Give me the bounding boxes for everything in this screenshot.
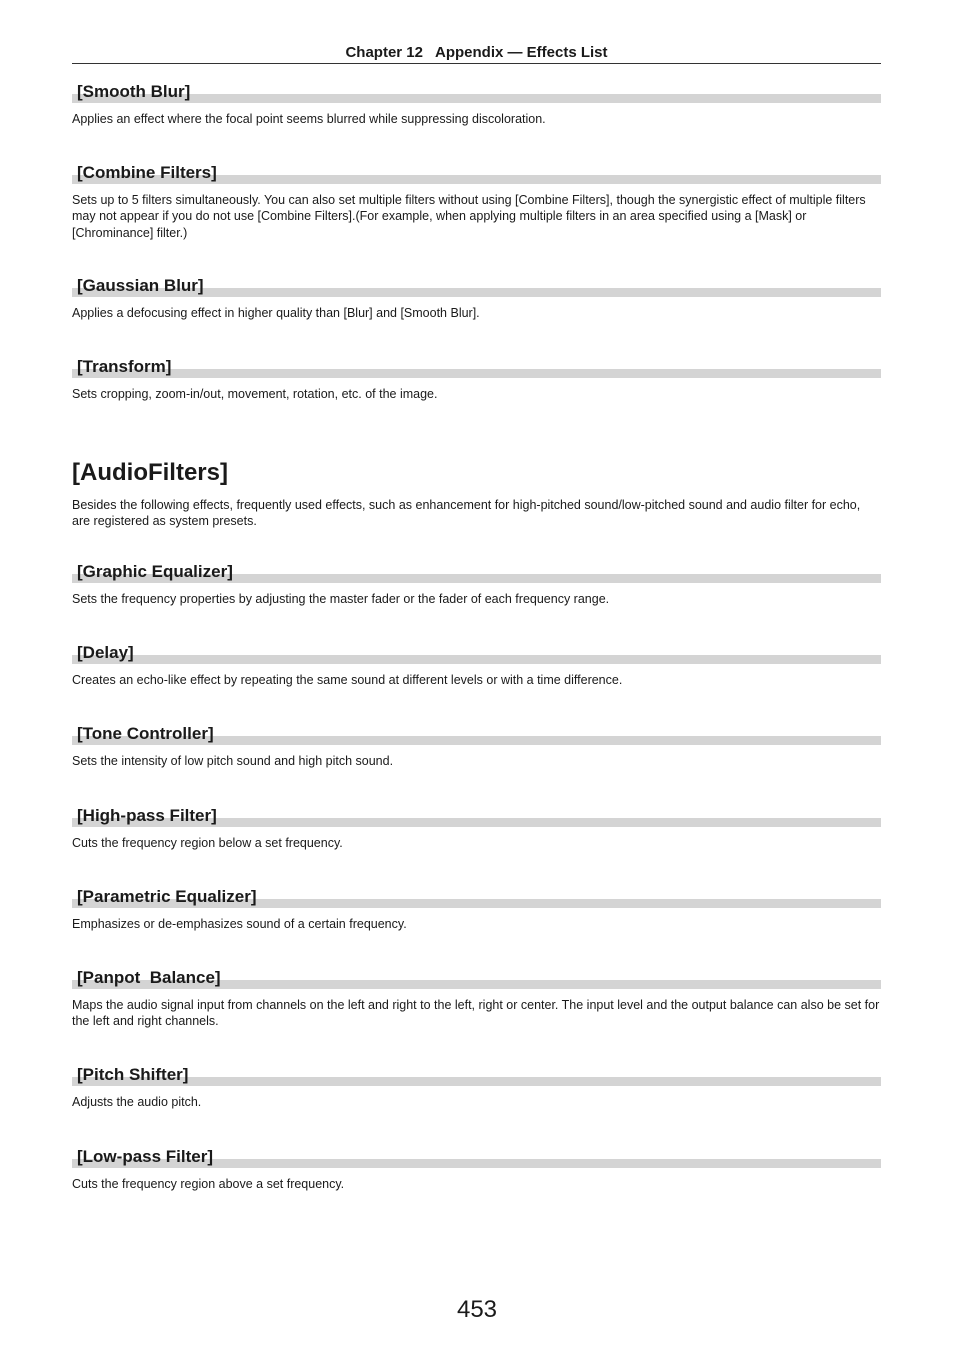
section-title: [Smooth Blur] xyxy=(77,82,191,101)
section-title: [High-pass Filter] xyxy=(77,806,217,825)
section-body: Emphasizes or de-emphasizes sound of a certain frequency. xyxy=(72,917,407,931)
chapter-label: Chapter 12 xyxy=(345,44,423,61)
section-body: Applies an effect where the focal point seems blurred while suppressing discoloration. xyxy=(72,112,546,126)
section-body: Sets the intensity of low pitch sound and high pitch sound. xyxy=(72,754,394,768)
section-title: [Pitch Shifter] xyxy=(77,1065,189,1084)
chapter-title: Appendix — Effects List xyxy=(435,44,608,61)
section-title-bar xyxy=(72,369,881,378)
section-body: Sets up to 5 filters simultaneously. You can also set multiple filters without using [Combine Filters], though the synergistic effect of multiple filters may not appear if you do not use [Combine Filters].(For example, when applying multiple filters in an area specified using a [Mask] or [Chrominance] filter.) xyxy=(72,193,866,240)
section-body: Adjusts the audio pitch. xyxy=(72,1095,202,1109)
section-title: [Tone Controller] xyxy=(77,724,214,743)
page-header xyxy=(72,44,881,64)
section-title: [Gaussian Blur] xyxy=(77,276,204,295)
audio-filters-title: [AudioFilters] xyxy=(72,459,228,486)
section-gaussian-blur xyxy=(72,276,881,321)
section-title: [Delay] xyxy=(77,643,134,662)
section-title: [Graphic Equalizer] xyxy=(77,562,233,581)
section-panpot-balance xyxy=(72,968,881,1030)
section-title: [Parametric Equalizer] xyxy=(77,887,257,906)
section-graphic-equalizer xyxy=(72,562,881,607)
section-body: Sets the frequency properties by adjusting the master fader or the fader of each frequency range. xyxy=(72,592,610,606)
section-smooth-blur xyxy=(72,82,881,127)
section-low-pass-filter xyxy=(72,1147,881,1192)
section-title-bar xyxy=(72,94,881,103)
section-body: Sets cropping, zoom-in/out, movement, rotation, etc. of the image. xyxy=(72,387,438,401)
section-tone-controller xyxy=(72,724,881,769)
section-title: [Transform] xyxy=(77,357,172,376)
section-title-bar xyxy=(72,655,881,664)
audio-filters-intro: Besides the following effects, frequently used effects, such as enhancement for high-pitched sound/low-pitched sound and audio filter for echo, are registered as system presets. xyxy=(72,498,861,529)
section-pitch-shifter xyxy=(72,1065,881,1110)
section-title: [Panpot Balance] xyxy=(77,968,221,987)
section-body: Maps the audio signal input from channels on the left and right to the left, right or center. The input level and the output balance can also be set for the left and right channels. xyxy=(72,998,880,1029)
section-combine-filters xyxy=(72,163,881,241)
section-delay xyxy=(72,643,881,688)
section-high-pass-filter xyxy=(72,806,881,851)
section-transform xyxy=(72,357,881,402)
section-title: [Low-pass Filter] xyxy=(77,1147,214,1166)
section-body: Creates an echo-like effect by repeating the same sound at different levels or with a time difference. xyxy=(72,673,623,687)
section-body: Cuts the frequency region above a set frequency. xyxy=(72,1177,345,1191)
section-title: [Combine Filters] xyxy=(77,163,217,182)
section-body: Applies a defocusing effect in higher quality than [Blur] and [Smooth Blur]. xyxy=(72,306,480,320)
page-number: 453 xyxy=(456,1296,498,1323)
section-parametric-equalizer xyxy=(72,887,881,932)
section-body: Cuts the frequency region below a set frequency. xyxy=(72,836,343,850)
section-title-bar xyxy=(72,1077,881,1086)
